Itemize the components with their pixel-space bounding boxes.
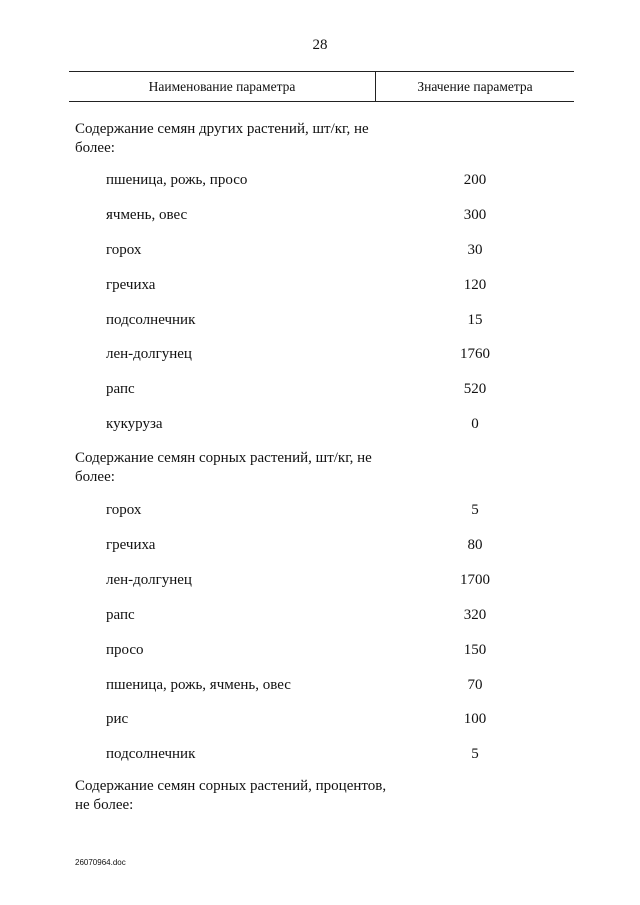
table-row	[0, 312, 640, 332]
row-value: 70	[467, 677, 483, 693]
table-row	[0, 711, 640, 731]
row-value: 150	[463, 642, 487, 658]
table-row	[0, 502, 640, 522]
table-row	[0, 172, 640, 192]
table-row	[0, 277, 640, 297]
row-label: лен-долгунец	[106, 346, 192, 362]
section-title-other-plants-seeds: Содержание семян других растений, шт/кг, не более:	[75, 121, 369, 156]
table-row	[0, 207, 640, 227]
section-title-weed-seeds-per-kg: Содержание семян сорных растений, шт/кг, не более:	[75, 450, 372, 485]
row-value: 0	[471, 416, 479, 432]
row-value: 30	[467, 242, 483, 258]
row-value: 5	[471, 746, 479, 762]
table-header-bottom-rule	[69, 101, 574, 102]
table-header-parameter-value: Значение параметра	[417, 79, 533, 94]
row-label: пшеница, рожь, просо	[106, 172, 248, 188]
row-label: кукуруза	[106, 416, 163, 432]
section-title-weed-seeds-percent: Содержание семян сорных растений, процентов, не более:	[75, 778, 387, 813]
table-header-top-rule	[69, 71, 574, 72]
table-row	[0, 346, 640, 366]
row-label: рапс	[106, 381, 135, 397]
row-label: подсолнечник	[106, 312, 196, 328]
table-row	[0, 607, 640, 627]
table-row	[0, 381, 640, 401]
row-value: 15	[467, 312, 483, 328]
row-value: 200	[463, 172, 487, 188]
row-value: 100	[463, 711, 487, 727]
document-id: 26070964.doc	[75, 858, 126, 867]
page-number: 28	[312, 37, 328, 53]
row-value: 120	[463, 277, 487, 293]
row-value: 320	[463, 607, 487, 623]
table-row	[0, 416, 640, 436]
row-value: 1700	[460, 572, 490, 588]
row-label: гречиха	[106, 537, 156, 553]
row-value: 5	[471, 502, 479, 518]
row-label: подсолнечник	[106, 746, 196, 762]
row-label: горох	[106, 502, 142, 518]
row-value: 80	[467, 537, 483, 553]
table-header-parameter-name: Наименование параметра	[148, 79, 296, 94]
row-label: лен-долгунец	[106, 572, 192, 588]
table-row	[0, 572, 640, 592]
row-label: просо	[106, 642, 144, 658]
row-label: гречиха	[106, 277, 156, 293]
table-row	[0, 242, 640, 262]
row-value: 1760	[460, 346, 490, 362]
table-row	[0, 642, 640, 662]
table-row	[0, 746, 640, 766]
row-value: 520	[463, 381, 487, 397]
row-value: 300	[463, 207, 487, 223]
table-row	[0, 677, 640, 697]
row-label: горох	[106, 242, 142, 258]
row-label: ячмень, овес	[106, 207, 188, 223]
table-row	[0, 537, 640, 557]
row-label: рапс	[106, 607, 135, 623]
row-label: рис	[106, 711, 129, 727]
row-label: пшеница, рожь, ячмень, овес	[106, 677, 291, 693]
